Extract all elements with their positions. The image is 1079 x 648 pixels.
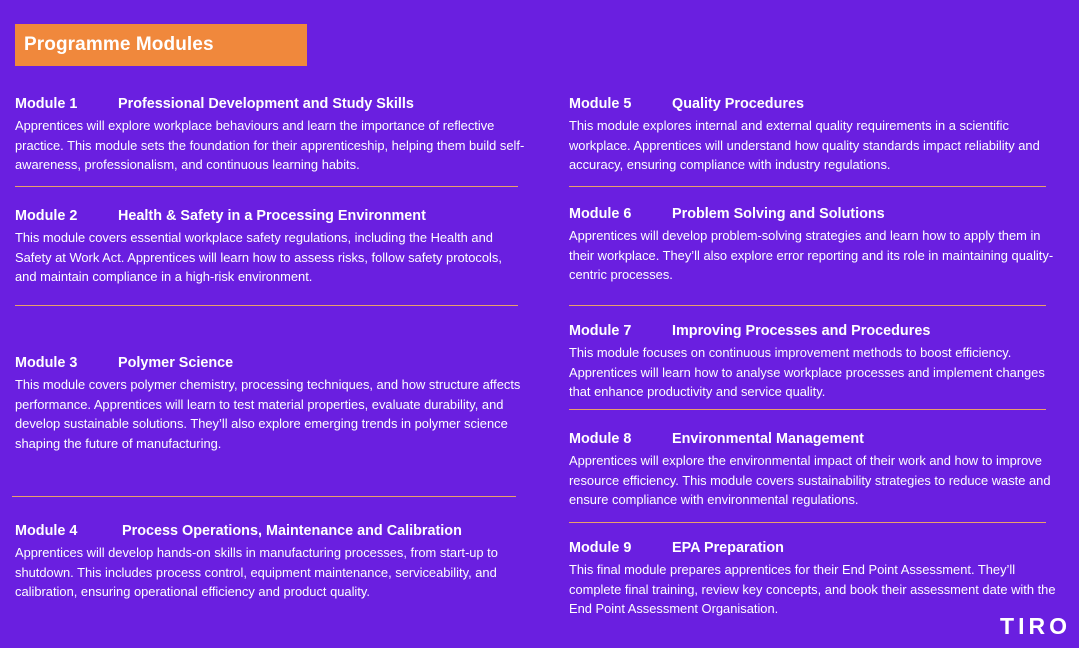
module-heading bbox=[15, 354, 527, 373]
page-title: Programme Modules bbox=[24, 34, 214, 55]
module-number: Module 7 bbox=[569, 323, 632, 339]
module-9 bbox=[569, 539, 1064, 619]
module-heading bbox=[15, 207, 527, 226]
divider bbox=[15, 186, 518, 187]
module-7 bbox=[569, 322, 1049, 402]
module-description: Apprentices will explore the environmental impact of their work and how to improve resource efficiency. This module covers sustainability strategies to reduce waste and ensure compliance with environmental regulations. bbox=[569, 453, 1051, 507]
module-1 bbox=[15, 95, 527, 175]
module-number: Module 8 bbox=[569, 431, 632, 447]
module-number: Module 4 bbox=[15, 523, 78, 539]
module-number: Module 9 bbox=[569, 540, 632, 556]
module-title: Environmental Management bbox=[672, 431, 864, 447]
module-number: Module 2 bbox=[15, 208, 78, 224]
divider bbox=[569, 186, 1046, 187]
module-heading bbox=[15, 95, 527, 114]
module-3 bbox=[15, 354, 527, 453]
module-heading bbox=[569, 322, 1049, 341]
divider bbox=[569, 305, 1046, 306]
tiro-logo: TIRO bbox=[1000, 613, 1071, 639]
module-number: Module 3 bbox=[15, 355, 78, 371]
divider bbox=[569, 409, 1046, 410]
module-heading bbox=[569, 539, 1064, 558]
module-description: This module covers polymer chemistry, processing techniques, and how structure affects performance. Apprentices will learn to test material properties, evaluate durability, and develop sustainable solutions. They’ll also explore emerging trends in polymer science shaping the future of manufacturing. bbox=[15, 377, 521, 451]
module-description: Apprentices will develop problem-solving strategies and learn how to apply them in their workplace. They’ll also explore error reporting and its role in maintaining quality-centric processes. bbox=[569, 228, 1054, 282]
module-heading bbox=[569, 430, 1069, 449]
module-description: This module focuses on continuous improvement methods to boost efficiency. Apprentices will learn how to analyse workplace processes and implement changes that enhance productivity and service quality. bbox=[569, 345, 1045, 399]
module-title: EPA Preparation bbox=[672, 540, 784, 556]
module-title: Process Operations, Maintenance and Calibration bbox=[122, 523, 462, 539]
module-description: This module covers essential workplace safety regulations, including the Health and Safety at Work Act. Apprentices will learn how to assess risks, follow safety protocols, and maintain compliance in a high-risk environment. bbox=[15, 230, 502, 284]
module-8 bbox=[569, 430, 1069, 510]
module-number: Module 5 bbox=[569, 96, 632, 112]
module-title: Problem Solving and Solutions bbox=[672, 206, 885, 222]
divider bbox=[15, 305, 518, 306]
module-number: Module 6 bbox=[569, 206, 632, 222]
module-description: This module explores internal and external quality requirements in a scientific workplace. Apprentices will understand how quality standards impact reliability and accuracy, ensuring compliance with industry regulations. bbox=[569, 118, 1040, 172]
divider bbox=[569, 522, 1046, 523]
module-heading bbox=[569, 95, 1054, 114]
module-5 bbox=[569, 95, 1054, 175]
module-description: This final module prepares apprentices for their End Point Assessment. They’ll complete final training, review key concepts, and book their assessment date with the End Point Assessment Organisation. bbox=[569, 562, 1056, 616]
module-description: Apprentices will develop hands-on skills in manufacturing processes, from start-up to shutdown. This includes process control, equipment maintenance, serviceability, and calibration, ensuring operational efficiency and product quality. bbox=[15, 545, 498, 599]
module-heading bbox=[569, 205, 1059, 224]
section-banner bbox=[15, 24, 307, 66]
module-title: Professional Development and Study Skills bbox=[118, 96, 414, 112]
module-title: Quality Procedures bbox=[672, 96, 804, 112]
module-description: Apprentices will explore workplace behaviours and learn the importance of reflective practice. This module sets the foundation for their apprenticeship, helping them build self-awareness, professionalism, and continuous learning habits. bbox=[15, 118, 525, 172]
module-title: Health & Safety in a Processing Environment bbox=[118, 208, 426, 224]
divider bbox=[12, 496, 516, 497]
module-4 bbox=[15, 522, 535, 602]
module-heading bbox=[15, 522, 535, 541]
module-number: Module 1 bbox=[15, 96, 78, 112]
module-2 bbox=[15, 207, 527, 287]
module-title: Improving Processes and Procedures bbox=[672, 323, 931, 339]
module-title: Polymer Science bbox=[118, 355, 234, 371]
module-6 bbox=[569, 205, 1059, 285]
